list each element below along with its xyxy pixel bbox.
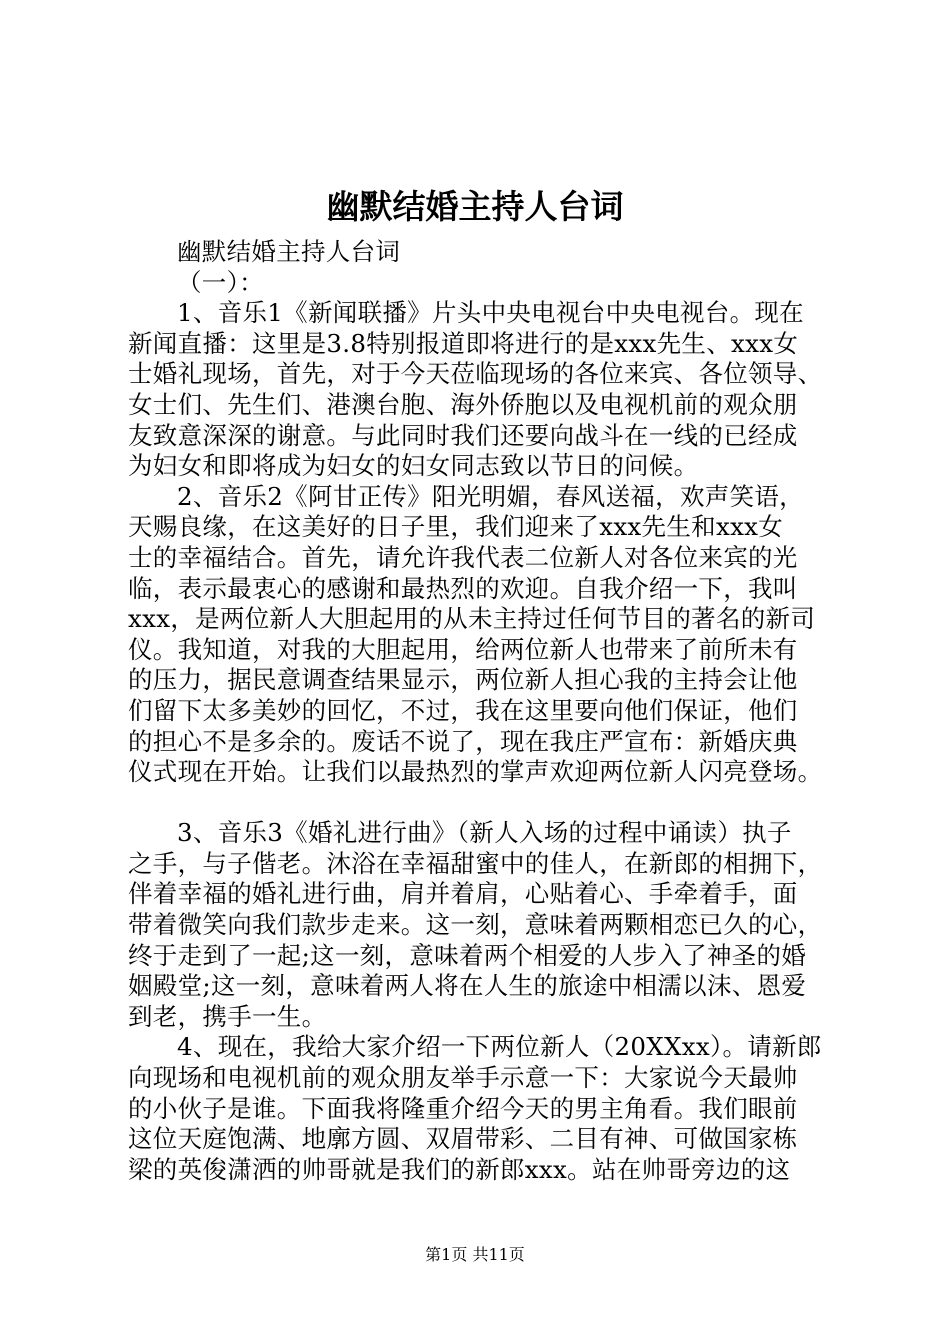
text-line: 为妇女和即将成为妇女的妇女同志致以节日的问候。 [128,451,699,481]
page-footer: 第1页 共11页 [425,1245,525,1264]
text-line: （一）： [177,267,264,297]
text-line: 伴着幸福的婚礼进行曲，肩并着肩，心贴着心、手牵着手，面 [128,879,798,909]
text-line: 带着微笑向我们款步走来。这一刻，意味着两颗相恋已久的心， [128,910,823,940]
text-line: 终于走到了一起;这一刻，意味着两个相爱的人步入了神圣的婚 [128,940,807,970]
text-line: 1、音乐1《新闻联播》片头中央电视台中央电视台。现在 [177,298,804,328]
text-line: 的小伙子是谁。下面我将隆重介绍今天的男主角看。我们眼前 [128,1093,798,1123]
text-line: 2、音乐2《阿甘正传》阳光明媚，春风送福，欢声笑语， [177,481,804,511]
text-line: 向现场和电视机前的观众朋友举手示意一下：大家说今天最帅 [128,1063,798,1093]
text-line: 3、音乐3《婚礼进行曲》（新人入场的过程中诵读）执子 [177,818,792,848]
text-line: 之手，与子偕老。沐浴在幸福甜蜜中的佳人，在新郎的相拥下， [128,848,823,878]
document-body [128,237,858,1185]
blank-line [128,788,858,819]
text-line: xxx，是两位新人大胆起用的从未主持过任何节目的著名的新司 [128,604,816,634]
text-line: 姻殿堂;这一刻，意味着两人将在人生的旅途中相濡以沫、恩爱 [128,971,807,1001]
text-line: 女士们、先生们、港澳台胞、海外侨胞以及电视机前的观众朋 [128,389,798,419]
text-line: 到老，携手一生。 [128,1001,327,1031]
text-line: 的担心不是多余的。废话不说了，现在我庄严宣布：新婚庆典 [128,726,798,756]
text-line: 仪式现在开始。让我们以最热烈的掌声欢迎两位新人闪亮登场。 [128,757,823,787]
text-line: 梁的英俊潇洒的帅哥就是我们的新郎xxx。站在帅哥旁边的这 [128,1154,791,1184]
text-line: 天赐良缘，在这美好的日子里，我们迎来了xxx先生和xxx女 [128,512,784,542]
text-line: 这位天庭饱满、地廓方圆、双眉带彩、二目有神、可做国家栋 [128,1124,798,1154]
text-line: 士婚礼现场，首先，对于今天莅临现场的各位来宾、各位领导、 [128,359,823,389]
text-line: 幽默结婚主持人台词 [177,237,401,266]
text-line: 友致意深深的谢意。与此同时我们还要向战斗在一线的已经成 [128,420,798,450]
document-title: 幽默结婚主持人台词 [326,187,624,226]
text-line: 们留下太多美妙的回忆，不过，我在这里要向他们保证，他们 [128,695,798,725]
text-line: 仪。我知道，对我的大胆起用，给两位新人也带来了前所未有 [128,634,798,664]
text-line: 的压力，据民意调查结果显示，两位新人担心我的主持会让他 [128,665,798,695]
text-line: 临，表示最衷心的感谢和最热烈的欢迎。自我介绍一下，我叫 [128,573,798,603]
text-line: 新闻直播：这里是3.8特别报道即将进行的是xxx先生、xxx女 [128,328,799,358]
text-line: 士的幸福结合。首先，请允许我代表二位新人对各位来宾的光 [128,542,798,572]
text-line: 4、现在，我给大家介绍一下两位新人（20XXxx）。请新郎 [177,1032,822,1062]
